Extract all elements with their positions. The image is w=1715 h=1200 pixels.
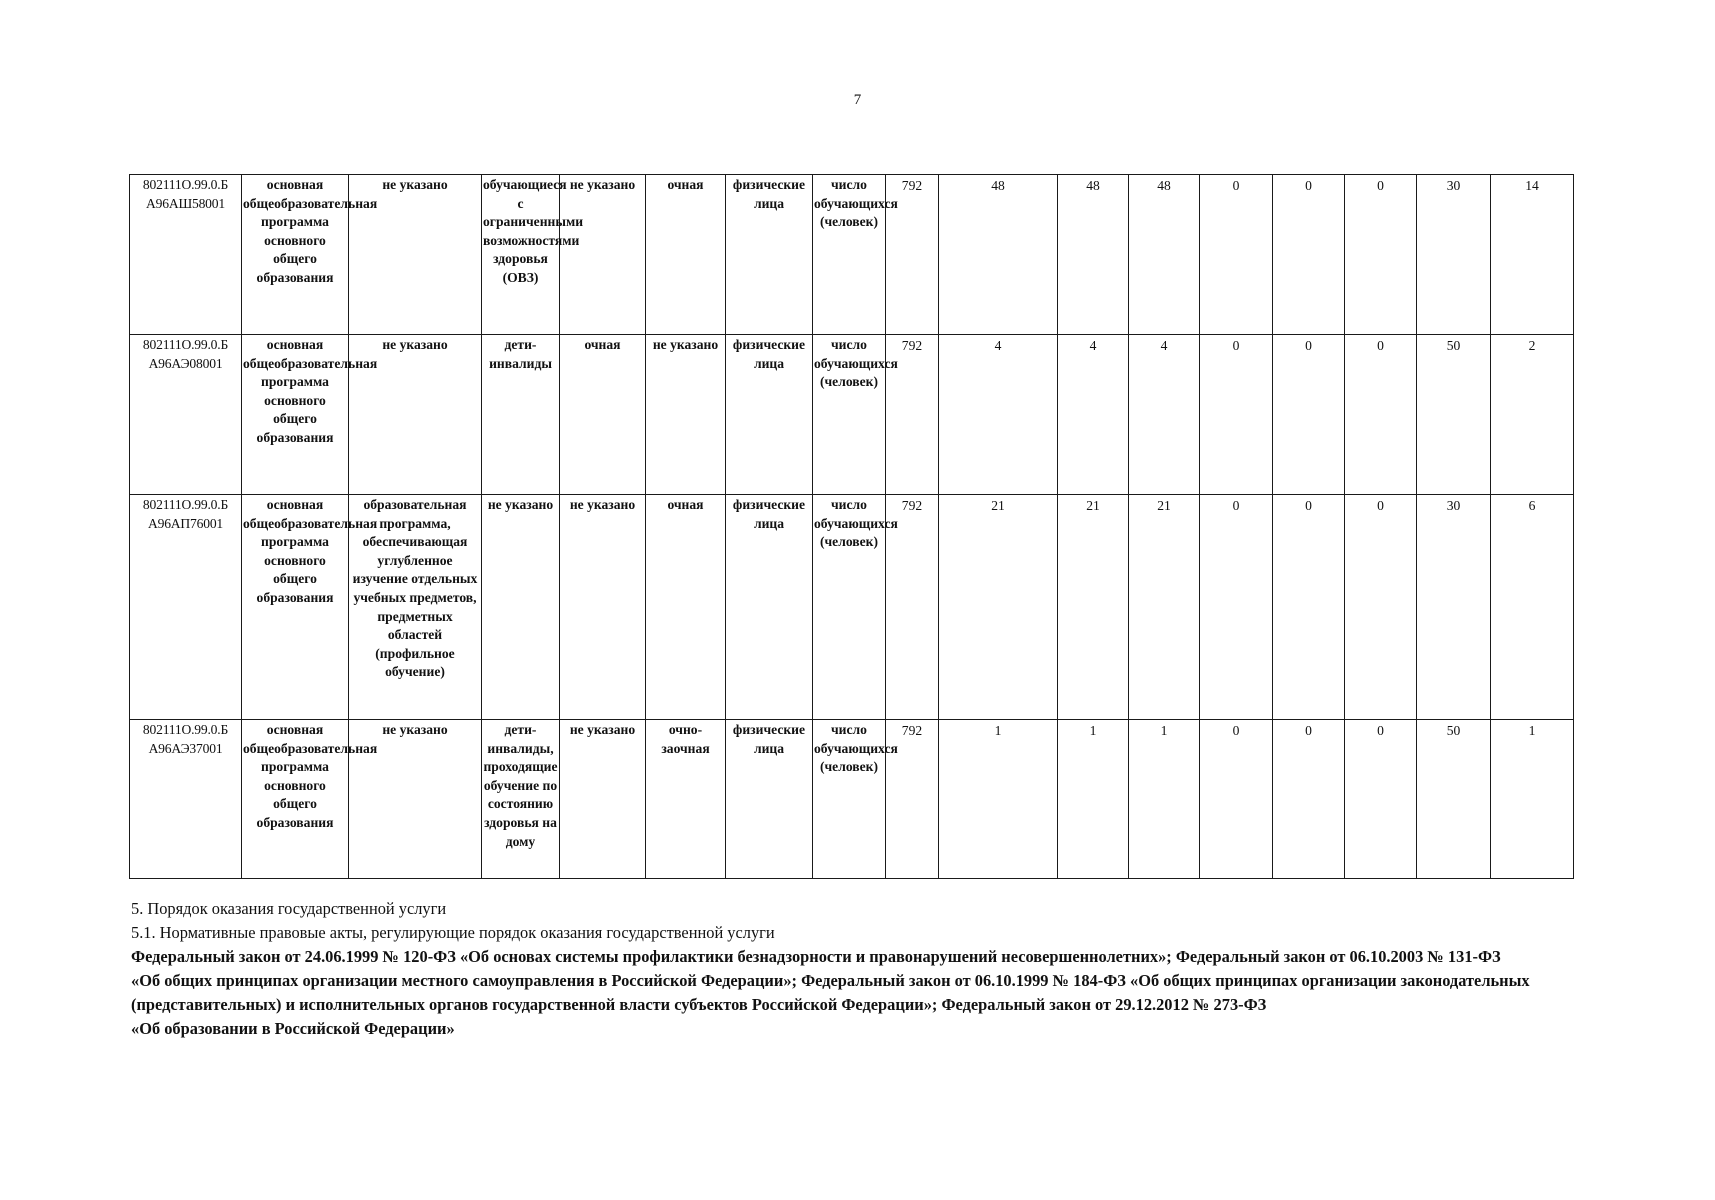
service-volume-table bbox=[129, 174, 1574, 879]
value-cell: 4 bbox=[939, 335, 1058, 495]
okei-code: 792 bbox=[886, 495, 939, 720]
value-cell: 1 bbox=[1058, 720, 1129, 879]
indicator-name: число обучающихся (человек) bbox=[813, 175, 886, 335]
value-cell: 0 bbox=[1345, 335, 1417, 495]
okei-code: 792 bbox=[886, 335, 939, 495]
consumer-category: дети-инвалиды, проходящие обучение по состоянию здоровья на дому bbox=[482, 720, 560, 879]
program-name: основная общеобразовательная программа основного общего образования bbox=[242, 175, 349, 335]
value-cell: 30 bbox=[1417, 495, 1491, 720]
indicator-name: число обучающихся (человек) bbox=[813, 495, 886, 720]
registry-code: 802111О.99.0.Б А96АП76001 bbox=[130, 495, 242, 720]
consumer-category: дети-инвалиды bbox=[482, 335, 560, 495]
consumer-category-2: не указано bbox=[560, 175, 646, 335]
value-cell: 14 bbox=[1491, 175, 1574, 335]
consumer-category-2: не указано bbox=[560, 495, 646, 720]
table-row bbox=[130, 720, 1574, 879]
value-cell: 21 bbox=[1058, 495, 1129, 720]
consumer-category: не указано bbox=[482, 495, 560, 720]
program-specifics: не указано bbox=[349, 720, 482, 879]
value-cell: 0 bbox=[1273, 335, 1345, 495]
value-cell: 0 bbox=[1200, 175, 1273, 335]
legal-acts-line: (представительных) и исполнительных органов государственной власти субъектов Российской Федерации»; Федеральный закон от 29.12.2012 № 273-ФЗ bbox=[131, 995, 1267, 1014]
value-cell: 0 bbox=[1345, 495, 1417, 720]
value-cell: 0 bbox=[1273, 495, 1345, 720]
program-name: основная общеобразовательная программа основного общего образования bbox=[242, 335, 349, 495]
value-cell: 50 bbox=[1417, 335, 1491, 495]
page-number: 7 bbox=[853, 92, 862, 108]
value-cell: 0 bbox=[1273, 720, 1345, 879]
program-specifics: образовательная программа, обеспечивающая углубленное изучение отдельных учебных предметов, предметных областей (профильное обучение) bbox=[349, 495, 482, 720]
consumers: физические лица bbox=[726, 175, 813, 335]
value-cell: 21 bbox=[1129, 495, 1200, 720]
value-cell: 48 bbox=[939, 175, 1058, 335]
value-cell: 2 bbox=[1491, 335, 1574, 495]
okei-code: 792 bbox=[886, 175, 939, 335]
table-row bbox=[130, 495, 1574, 720]
program-specifics: не указано bbox=[349, 175, 482, 335]
value-cell: 48 bbox=[1129, 175, 1200, 335]
education-form: не указано bbox=[646, 335, 726, 495]
value-cell: 0 bbox=[1200, 335, 1273, 495]
okei-code: 792 bbox=[886, 720, 939, 879]
value-cell: 1 bbox=[1129, 720, 1200, 879]
legal-acts-line: Федеральный закон от 24.06.1999 № 120-ФЗ «Об основах системы профилактики безнадзорности и правонарушений несовершеннолетних»; Федеральный закон от 06.10.2003 № 131-ФЗ bbox=[131, 947, 1501, 966]
consumer-category: обучающиеся с ограниченными возможностями здоровья (ОВЗ) bbox=[482, 175, 560, 335]
section-heading: 5. Порядок оказания государственной услуги bbox=[131, 899, 447, 918]
program-specifics: не указано bbox=[349, 335, 482, 495]
legal-acts-line: «Об общих принципах организации местного самоуправления в Российской Федерации»; Федеральный закон от 06.10.1999 № 184-ФЗ «Об общих принципах организации законодательных bbox=[131, 971, 1530, 990]
table-row bbox=[130, 175, 1574, 335]
value-cell: 0 bbox=[1345, 175, 1417, 335]
education-form: очная bbox=[646, 495, 726, 720]
service-procedure-section bbox=[131, 897, 1561, 1041]
value-cell: 1 bbox=[939, 720, 1058, 879]
education-form: очно-заочная bbox=[646, 720, 726, 879]
program-name: основная общеобразовательная программа основного общего образования bbox=[242, 495, 349, 720]
value-cell: 0 bbox=[1273, 175, 1345, 335]
value-cell: 4 bbox=[1129, 335, 1200, 495]
legal-acts-line: «Об образовании в Российской Федерации» bbox=[131, 1019, 455, 1038]
registry-code: 802111О.99.0.Б А96АШ58001 bbox=[130, 175, 242, 335]
indicator-name: число обучающихся (человек) bbox=[813, 720, 886, 879]
value-cell: 30 bbox=[1417, 175, 1491, 335]
value-cell: 21 bbox=[939, 495, 1058, 720]
indicator-name: число обучающихся (человек) bbox=[813, 335, 886, 495]
value-cell: 0 bbox=[1200, 720, 1273, 879]
consumers: физические лица bbox=[726, 335, 813, 495]
registry-code: 802111О.99.0.Б А96АЭ08001 bbox=[130, 335, 242, 495]
value-cell: 0 bbox=[1345, 720, 1417, 879]
value-cell: 4 bbox=[1058, 335, 1129, 495]
value-cell: 48 bbox=[1058, 175, 1129, 335]
value-cell: 50 bbox=[1417, 720, 1491, 879]
section-subheading: 5.1. Нормативные правовые акты, регулирующие порядок оказания государственной услуги bbox=[131, 923, 775, 942]
consumer-category-2: очная bbox=[560, 335, 646, 495]
consumer-category-2: не указано bbox=[560, 720, 646, 879]
value-cell: 0 bbox=[1200, 495, 1273, 720]
consumers: физические лица bbox=[726, 720, 813, 879]
consumers: физические лица bbox=[726, 495, 813, 720]
program-name: основная общеобразовательная программа основного общего образования bbox=[242, 720, 349, 879]
value-cell: 6 bbox=[1491, 495, 1574, 720]
registry-code: 802111О.99.0.Б А96АЭ37001 bbox=[130, 720, 242, 879]
value-cell: 1 bbox=[1491, 720, 1574, 879]
table-row bbox=[130, 335, 1574, 495]
education-form: очная bbox=[646, 175, 726, 335]
